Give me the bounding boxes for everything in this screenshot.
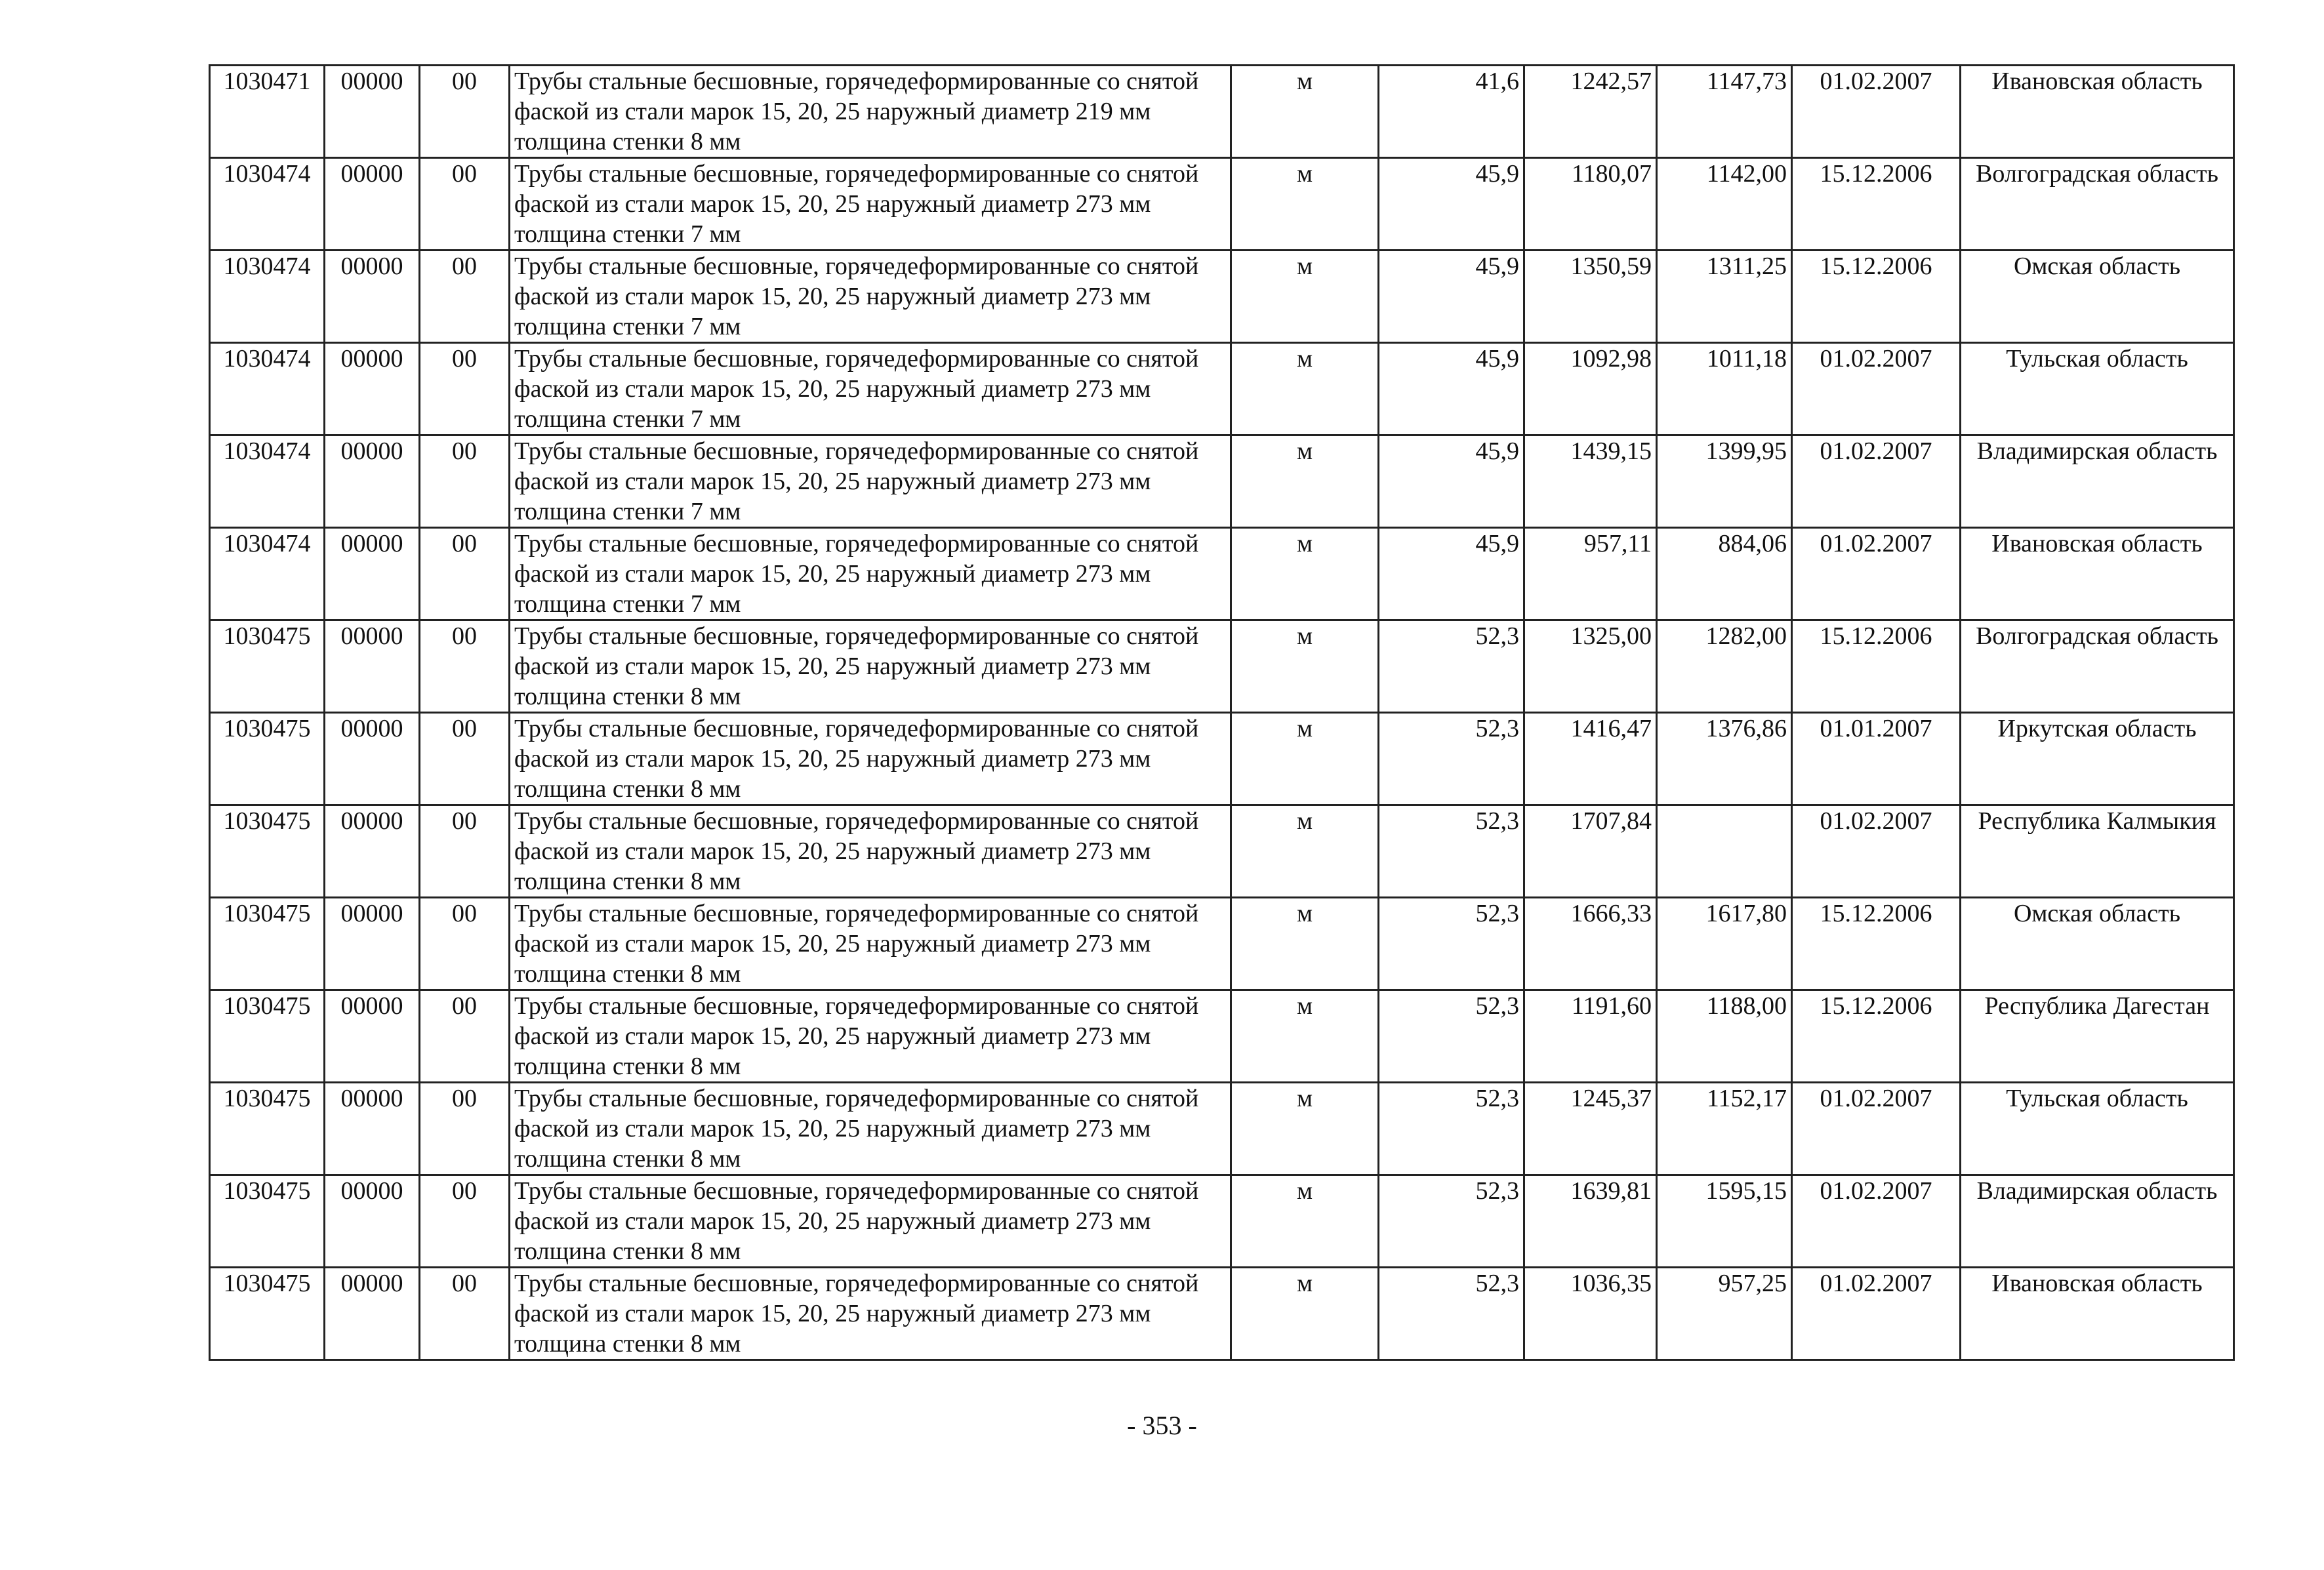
price-with-vat-cell: 1180,07 [1524,158,1657,251]
description-cell: Трубы стальные бесшовные, горячедеформированные со снятой фаской из стали марок 15, 20, 25 наружный диаметр 219 мм толщина стенки 8 мм [510,66,1231,158]
description-cell: Трубы стальные бесшовные, горячедеформированные со снятой фаской из стали марок 15, 20, 25 наружный диаметр 273 мм толщина стенки 8 мм [510,1083,1231,1175]
table-row [210,898,2234,990]
weight-cell: 45,9 [1379,528,1524,620]
weight-cell: 45,9 [1379,251,1524,343]
price-with-vat-cell: 1350,59 [1524,251,1657,343]
region-cell: Владимирская область [1961,1175,2234,1268]
sub-code-cell: 00000 [325,435,420,528]
weight-cell: 52,3 [1379,713,1524,805]
price-without-vat-cell: 1147,73 [1657,66,1792,158]
unit-cell: м [1231,713,1379,805]
unit-cell: м [1231,1175,1379,1268]
date-cell: 01.02.2007 [1792,805,1961,898]
table-row [210,1083,2234,1175]
table-row [210,1175,2234,1268]
unit-cell: м [1231,435,1379,528]
region-cell: Ивановская область [1961,528,2234,620]
description-cell: Трубы стальные бесшовные, горячедеформированные со снятой фаской из стали марок 15, 20, 25 наружный диаметр 273 мм толщина стенки 8 мм [510,990,1231,1083]
date-cell: 01.02.2007 [1792,66,1961,158]
code-cell: 1030475 [210,898,325,990]
region-cell: Республика Калмыкия [1961,805,2234,898]
ext-code-cell: 00 [420,435,510,528]
page-number: - 353 - [1127,1411,1197,1440]
date-cell: 01.02.2007 [1792,1083,1961,1175]
description-cell: Трубы стальные бесшовные, горячедеформированные со снятой фаской из стали марок 15, 20, 25 наружный диаметр 273 мм толщина стенки 7 мм [510,435,1231,528]
price-with-vat-cell: 1707,84 [1524,805,1657,898]
price-table [209,64,2235,1361]
weight-cell: 52,3 [1379,620,1524,713]
unit-cell: м [1231,898,1379,990]
code-cell: 1030474 [210,158,325,251]
price-without-vat-cell: 1282,00 [1657,620,1792,713]
ext-code-cell: 00 [420,528,510,620]
description-cell: Трубы стальные бесшовные, горячедеформированные со снятой фаской из стали марок 15, 20, 25 наружный диаметр 273 мм толщина стенки 7 мм [510,528,1231,620]
unit-cell: м [1231,1083,1379,1175]
sub-code-cell: 00000 [325,1083,420,1175]
ext-code-cell: 00 [420,990,510,1083]
ext-code-cell: 00 [420,620,510,713]
region-cell: Владимирская область [1961,435,2234,528]
ext-code-cell: 00 [420,1268,510,1360]
sub-code-cell: 00000 [325,251,420,343]
code-cell: 1030474 [210,343,325,435]
table-row [210,1268,2234,1360]
region-cell: Иркутская область [1961,713,2234,805]
sub-code-cell: 00000 [325,66,420,158]
sub-code-cell: 00000 [325,805,420,898]
region-cell: Тульская область [1961,1083,2234,1175]
price-with-vat-cell: 1639,81 [1524,1175,1657,1268]
table-row [210,990,2234,1083]
sub-code-cell: 00000 [325,528,420,620]
region-cell: Омская область [1961,251,2234,343]
table-row [210,343,2234,435]
description-cell: Трубы стальные бесшовные, горячедеформированные со снятой фаской из стали марок 15, 20, 25 наружный диаметр 273 мм толщина стенки 8 мм [510,898,1231,990]
price-without-vat-cell: 1011,18 [1657,343,1792,435]
price-without-vat-cell: 884,06 [1657,528,1792,620]
sub-code-cell: 00000 [325,990,420,1083]
price-without-vat-cell: 1399,95 [1657,435,1792,528]
table-row [210,805,2234,898]
sub-code-cell: 00000 [325,343,420,435]
unit-cell: м [1231,1268,1379,1360]
code-cell: 1030474 [210,251,325,343]
date-cell: 15.12.2006 [1792,620,1961,713]
description-cell: Трубы стальные бесшовные, горячедеформированные со снятой фаской из стали марок 15, 20, 25 наружный диаметр 273 мм толщина стенки 7 мм [510,158,1231,251]
region-cell: Омская область [1961,898,2234,990]
date-cell: 01.02.2007 [1792,1175,1961,1268]
description-cell: Трубы стальные бесшовные, горячедеформированные со снятой фаской из стали марок 15, 20, 25 наружный диаметр 273 мм толщина стенки 7 мм [510,251,1231,343]
ext-code-cell: 00 [420,1083,510,1175]
ext-code-cell: 00 [420,713,510,805]
code-cell: 1030475 [210,1083,325,1175]
code-cell: 1030475 [210,805,325,898]
sub-code-cell: 00000 [325,713,420,805]
code-cell: 1030475 [210,990,325,1083]
unit-cell: м [1231,990,1379,1083]
price-without-vat-cell [1657,805,1792,898]
code-cell: 1030471 [210,66,325,158]
ext-code-cell: 00 [420,343,510,435]
code-cell: 1030475 [210,1268,325,1360]
code-cell: 1030474 [210,528,325,620]
unit-cell: м [1231,251,1379,343]
weight-cell: 52,3 [1379,898,1524,990]
date-cell: 15.12.2006 [1792,158,1961,251]
unit-cell: м [1231,620,1379,713]
table-row [210,158,2234,251]
ext-code-cell: 00 [420,66,510,158]
sub-code-cell: 00000 [325,158,420,251]
region-cell: Волгоградская область [1961,620,2234,713]
price-without-vat-cell: 1188,00 [1657,990,1792,1083]
price-with-vat-cell: 1439,15 [1524,435,1657,528]
unit-cell: м [1231,805,1379,898]
ext-code-cell: 00 [420,805,510,898]
price-with-vat-cell: 1242,57 [1524,66,1657,158]
region-cell: Ивановская область [1961,1268,2234,1360]
unit-cell: м [1231,528,1379,620]
price-without-vat-cell: 1152,17 [1657,1083,1792,1175]
price-with-vat-cell: 957,11 [1524,528,1657,620]
region-cell: Волгоградская область [1961,158,2234,251]
code-cell: 1030475 [210,713,325,805]
weight-cell: 52,3 [1379,805,1524,898]
sub-code-cell: 00000 [325,620,420,713]
date-cell: 15.12.2006 [1792,251,1961,343]
code-cell: 1030474 [210,435,325,528]
ext-code-cell: 00 [420,898,510,990]
description-cell: Трубы стальные бесшовные, горячедеформированные со снятой фаской из стали марок 15, 20, 25 наружный диаметр 273 мм толщина стенки 8 мм [510,1268,1231,1360]
price-with-vat-cell: 1191,60 [1524,990,1657,1083]
price-with-vat-cell: 1416,47 [1524,713,1657,805]
sub-code-cell: 00000 [325,1268,420,1360]
price-with-vat-cell: 1092,98 [1524,343,1657,435]
price-with-vat-cell: 1325,00 [1524,620,1657,713]
table-row [210,66,2234,158]
weight-cell: 45,9 [1379,158,1524,251]
date-cell: 15.12.2006 [1792,990,1961,1083]
table-row [210,435,2234,528]
description-cell: Трубы стальные бесшовные, горячедеформированные со снятой фаской из стали марок 15, 20, 25 наружный диаметр 273 мм толщина стенки 8 мм [510,1175,1231,1268]
price-without-vat-cell: 1595,15 [1657,1175,1792,1268]
ext-code-cell: 00 [420,158,510,251]
table-row [210,620,2234,713]
price-without-vat-cell: 1142,00 [1657,158,1792,251]
date-cell: 01.02.2007 [1792,435,1961,528]
weight-cell: 52,3 [1379,1268,1524,1360]
sub-code-cell: 00000 [325,898,420,990]
table-body [210,66,2234,1360]
date-cell: 01.01.2007 [1792,713,1961,805]
price-without-vat-cell: 957,25 [1657,1268,1792,1360]
price-without-vat-cell: 1376,86 [1657,713,1792,805]
price-with-vat-cell: 1036,35 [1524,1268,1657,1360]
description-cell: Трубы стальные бесшовные, горячедеформированные со снятой фаской из стали марок 15, 20, 25 наружный диаметр 273 мм толщина стенки 7 мм [510,343,1231,435]
table-row [210,251,2234,343]
description-cell: Трубы стальные бесшовные, горячедеформированные со снятой фаской из стали марок 15, 20, 25 наружный диаметр 273 мм толщина стенки 8 мм [510,620,1231,713]
weight-cell: 45,9 [1379,343,1524,435]
code-cell: 1030475 [210,620,325,713]
date-cell: 01.02.2007 [1792,343,1961,435]
region-cell: Ивановская область [1961,66,2234,158]
region-cell: Тульская область [1961,343,2234,435]
unit-cell: м [1231,66,1379,158]
price-without-vat-cell: 1617,80 [1657,898,1792,990]
unit-cell: м [1231,343,1379,435]
sub-code-cell: 00000 [325,1175,420,1268]
ext-code-cell: 00 [420,1175,510,1268]
weight-cell: 52,3 [1379,1175,1524,1268]
unit-cell: м [1231,158,1379,251]
code-cell: 1030475 [210,1175,325,1268]
date-cell: 15.12.2006 [1792,898,1961,990]
price-with-vat-cell: 1666,33 [1524,898,1657,990]
table-row [210,528,2234,620]
region-cell: Республика Дагестан [1961,990,2234,1083]
weight-cell: 52,3 [1379,990,1524,1083]
price-without-vat-cell: 1311,25 [1657,251,1792,343]
date-cell: 01.02.2007 [1792,528,1961,620]
description-cell: Трубы стальные бесшовные, горячедеформированные со снятой фаской из стали марок 15, 20, 25 наружный диаметр 273 мм толщина стенки 8 мм [510,713,1231,805]
weight-cell: 52,3 [1379,1083,1524,1175]
date-cell: 01.02.2007 [1792,1268,1961,1360]
price-with-vat-cell: 1245,37 [1524,1083,1657,1175]
weight-cell: 45,9 [1379,435,1524,528]
weight-cell: 41,6 [1379,66,1524,158]
description-cell: Трубы стальные бесшовные, горячедеформированные со снятой фаской из стали марок 15, 20, 25 наружный диаметр 273 мм толщина стенки 8 мм [510,805,1231,898]
ext-code-cell: 00 [420,251,510,343]
table-row [210,713,2234,805]
